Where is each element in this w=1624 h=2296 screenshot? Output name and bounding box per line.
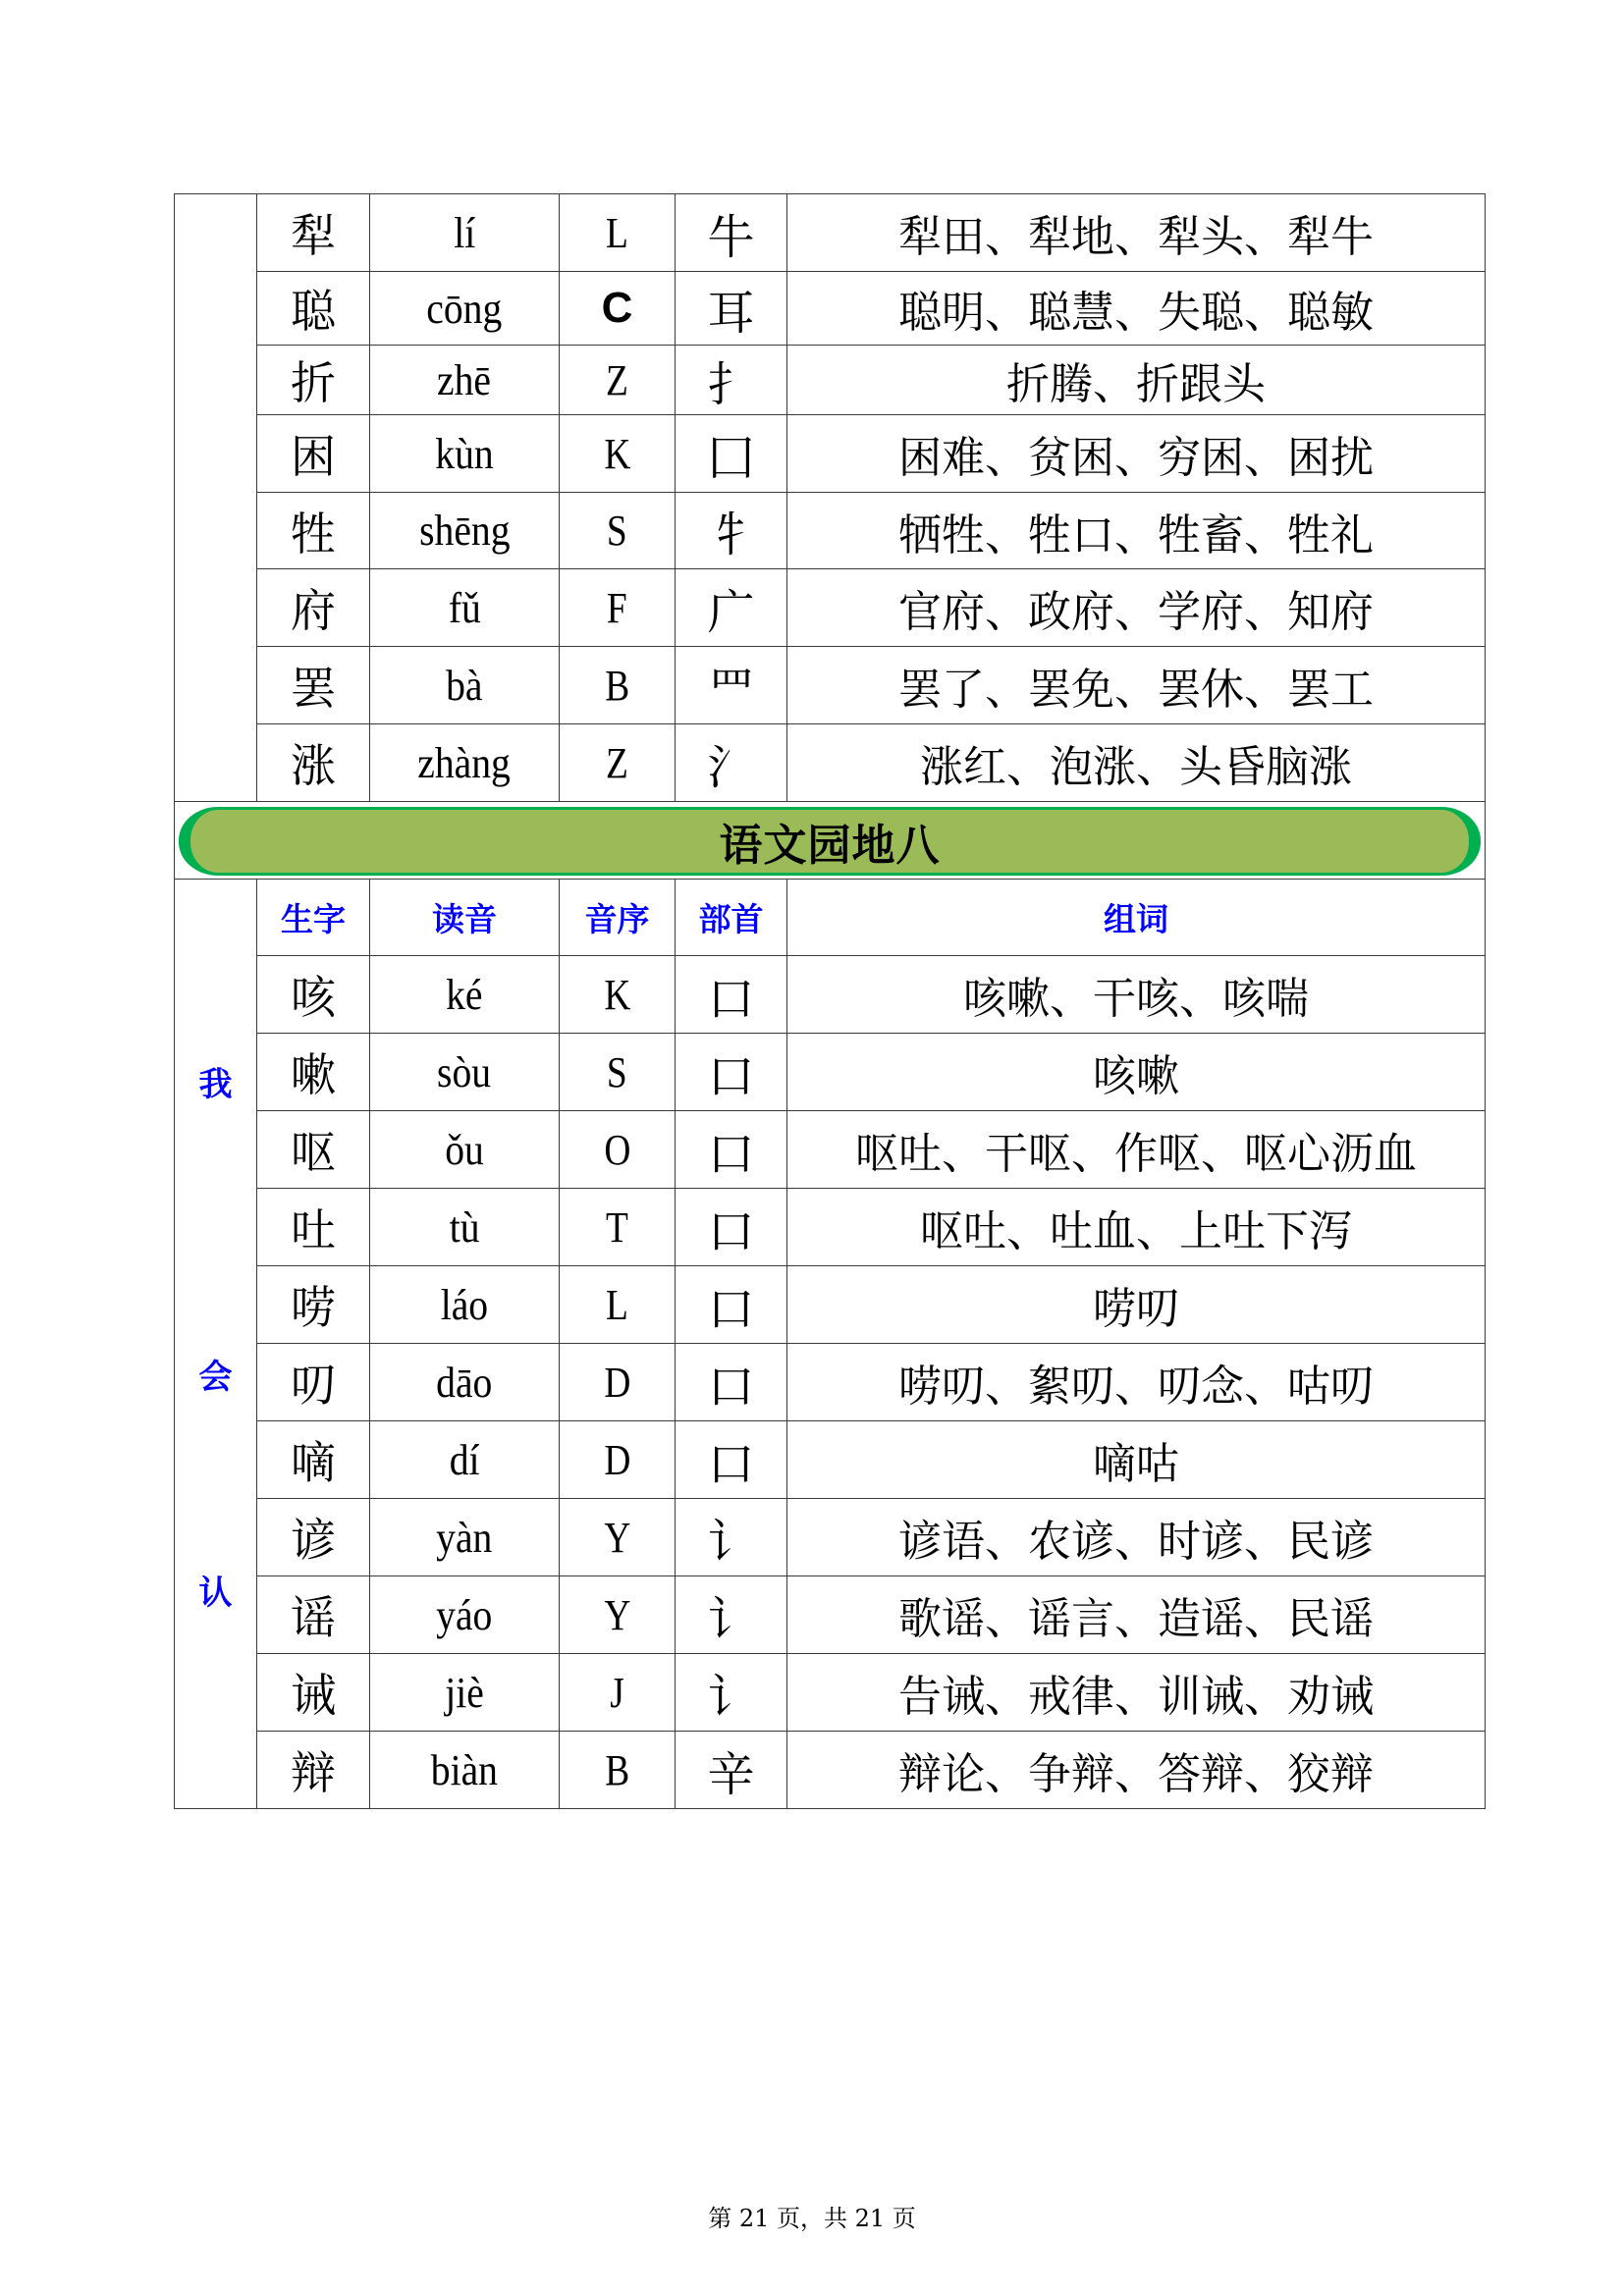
letter-order-cell: D: [560, 1344, 676, 1421]
letter-order-cell: L: [560, 194, 676, 272]
table-row: [175, 493, 1486, 569]
table-row: [175, 647, 1486, 724]
radical-cell: 讠: [676, 1499, 787, 1576]
pinyin-cell: yáo: [370, 1576, 560, 1654]
pinyin-cell: biàn: [370, 1732, 560, 1809]
character-cell: 嘀: [257, 1421, 370, 1499]
radical-cell: 扌: [676, 346, 787, 415]
radical-cell: 口: [676, 1034, 787, 1111]
radical-cell: 口: [676, 1266, 787, 1344]
letter-order-cell: S: [560, 493, 676, 569]
character-cell: 诫: [257, 1654, 370, 1732]
top-section: [175, 194, 1486, 802]
character-cell: 嗽: [257, 1034, 370, 1111]
words-cell: 呕吐、干呕、作呕、呕心沥血: [787, 1111, 1486, 1189]
pinyin-cell: yàn: [370, 1499, 560, 1576]
pinyin-cell: sòu: [370, 1034, 560, 1111]
side-label-hui: 会: [198, 1358, 233, 1397]
table-row: [175, 194, 1486, 272]
character-cell: 牲: [257, 493, 370, 569]
character-cell: 咳: [257, 956, 370, 1034]
pinyin-cell: láo: [370, 1266, 560, 1344]
table-row: [175, 1421, 1486, 1499]
radical-cell: 口: [676, 1189, 787, 1266]
radical-cell: 辛: [676, 1732, 787, 1809]
character-cell: 聪: [257, 272, 370, 346]
words-cell: 歌谣、谣言、造谣、民谣: [787, 1576, 1486, 1654]
letter-order-cell: Z: [560, 724, 676, 802]
character-cell: 折: [257, 346, 370, 415]
header-char: 生字: [257, 880, 370, 956]
character-cell: 谣: [257, 1576, 370, 1654]
table-row: [175, 1266, 1486, 1344]
pinyin-cell: bà: [370, 647, 560, 724]
radical-cell: 口: [676, 956, 787, 1034]
character-cell: 叨: [257, 1344, 370, 1421]
character-cell: 罢: [257, 647, 370, 724]
section-banner: [179, 807, 1481, 876]
radical-cell: 口: [676, 1421, 787, 1499]
character-cell: 犁: [257, 194, 370, 272]
table-row: [175, 1654, 1486, 1732]
letter-order-cell: J: [560, 1654, 676, 1732]
header-pinyin: 读音: [370, 880, 560, 956]
letter-order-cell: Y: [560, 1576, 676, 1654]
letter-order-cell: O: [560, 1111, 676, 1189]
character-cell: 呕: [257, 1111, 370, 1189]
radical-cell: 口: [676, 1344, 787, 1421]
character-cell: 唠: [257, 1266, 370, 1344]
pinyin-cell: ké: [370, 956, 560, 1034]
words-cell: 犁田、犁地、犁头、犁牛: [787, 194, 1486, 272]
radical-cell: 广: [676, 569, 787, 647]
words-cell: 罢了、罢免、罢休、罢工: [787, 647, 1486, 724]
pinyin-cell: zhàng: [370, 724, 560, 802]
pinyin-cell: lí: [370, 194, 560, 272]
pinyin-cell: fǔ: [370, 569, 560, 647]
letter-order-cell: Y: [560, 1499, 676, 1576]
radical-cell: 讠: [676, 1576, 787, 1654]
letter-order-cell: D: [560, 1421, 676, 1499]
character-cell: 辩: [257, 1732, 370, 1809]
side-label-ren: 认: [198, 1574, 233, 1613]
letter-order-cell: C: [560, 272, 676, 346]
words-cell: 聪明、聪慧、失聪、聪敏: [787, 272, 1486, 346]
side-label-wo: 我: [198, 1065, 233, 1104]
character-cell: 府: [257, 569, 370, 647]
table-row: [175, 415, 1486, 493]
words-cell: 咳嗽、干咳、咳喘: [787, 956, 1486, 1034]
header-row: [175, 880, 1486, 956]
table-row: [175, 1034, 1486, 1111]
pinyin-cell: cōng: [370, 272, 560, 346]
page-footer: 第 21 页，共 21 页: [708, 2205, 916, 2232]
character-cell: 谚: [257, 1499, 370, 1576]
side-label-cell: [175, 194, 257, 802]
words-cell: 嘀咕: [787, 1421, 1486, 1499]
table-row: [175, 1732, 1486, 1809]
character-cell: 吐: [257, 1189, 370, 1266]
letter-order-cell: K: [560, 415, 676, 493]
radical-cell: 牜: [676, 493, 787, 569]
side-label-cell: [175, 880, 257, 1809]
radical-cell: 讠: [676, 1654, 787, 1732]
radical-cell: 耳: [676, 272, 787, 346]
table-row: [175, 1344, 1486, 1421]
character-cell: 涨: [257, 724, 370, 802]
radical-cell: 口: [676, 1111, 787, 1189]
table-row: [175, 272, 1486, 346]
table-row: [175, 724, 1486, 802]
radical-cell: 囗: [676, 415, 787, 493]
vocabulary-table: [174, 193, 1486, 1809]
letter-order-cell: B: [560, 647, 676, 724]
pinyin-cell: dāo: [370, 1344, 560, 1421]
letter-order-cell: Z: [560, 346, 676, 415]
letter-order-cell: B: [560, 1732, 676, 1809]
words-cell: 呕吐、吐血、上吐下泻: [787, 1189, 1486, 1266]
words-cell: 唠叨: [787, 1266, 1486, 1344]
header-order: 音序: [560, 880, 676, 956]
table-row: [175, 1576, 1486, 1654]
pinyin-cell: kùn: [370, 415, 560, 493]
letter-order-cell: L: [560, 1266, 676, 1344]
banner-row: [175, 802, 1486, 880]
pinyin-cell: zhē: [370, 346, 560, 415]
words-cell: 困难、贫困、穷困、困扰: [787, 415, 1486, 493]
words-cell: 谚语、农谚、时谚、民谚: [787, 1499, 1486, 1576]
banner-section: [175, 802, 1486, 880]
pinyin-cell: shēng: [370, 493, 560, 569]
section-title: 语文园地八: [719, 821, 941, 871]
words-cell: 辩论、争辩、答辩、狡辩: [787, 1732, 1486, 1809]
words-cell: 咳嗽: [787, 1034, 1486, 1111]
table-row: [175, 569, 1486, 647]
letter-order-cell: T: [560, 1189, 676, 1266]
pinyin-cell: ǒu: [370, 1111, 560, 1189]
radical-cell: 牛: [676, 194, 787, 272]
header-radical: 部首: [676, 880, 787, 956]
words-cell: 折腾、折跟头: [787, 346, 1486, 415]
pinyin-cell: tù: [370, 1189, 560, 1266]
header-words: 组词: [787, 880, 1486, 956]
radical-cell: 罒: [676, 647, 787, 724]
words-cell: 牺牲、牲口、牲畜、牲礼: [787, 493, 1486, 569]
pinyin-cell: dí: [370, 1421, 560, 1499]
table-row: [175, 1189, 1486, 1266]
letter-order-cell: S: [560, 1034, 676, 1111]
radical-cell: 氵: [676, 724, 787, 802]
table-row: [175, 1499, 1486, 1576]
words-cell: 唠叨、絮叨、叨念、咕叨: [787, 1344, 1486, 1421]
table-row: [175, 1111, 1486, 1189]
pinyin-cell: jiè: [370, 1654, 560, 1732]
banner-cell: [175, 802, 1486, 880]
table-row: [175, 956, 1486, 1034]
words-cell: 告诫、戒律、训诫、劝诫: [787, 1654, 1486, 1732]
bottom-section: [175, 880, 1486, 1809]
words-cell: 官府、政府、学府、知府: [787, 569, 1486, 647]
words-cell: 涨红、泡涨、头昏脑涨: [787, 724, 1486, 802]
table-row: [175, 346, 1486, 415]
letter-order-cell: F: [560, 569, 676, 647]
character-cell: 困: [257, 415, 370, 493]
letter-order-cell: K: [560, 956, 676, 1034]
